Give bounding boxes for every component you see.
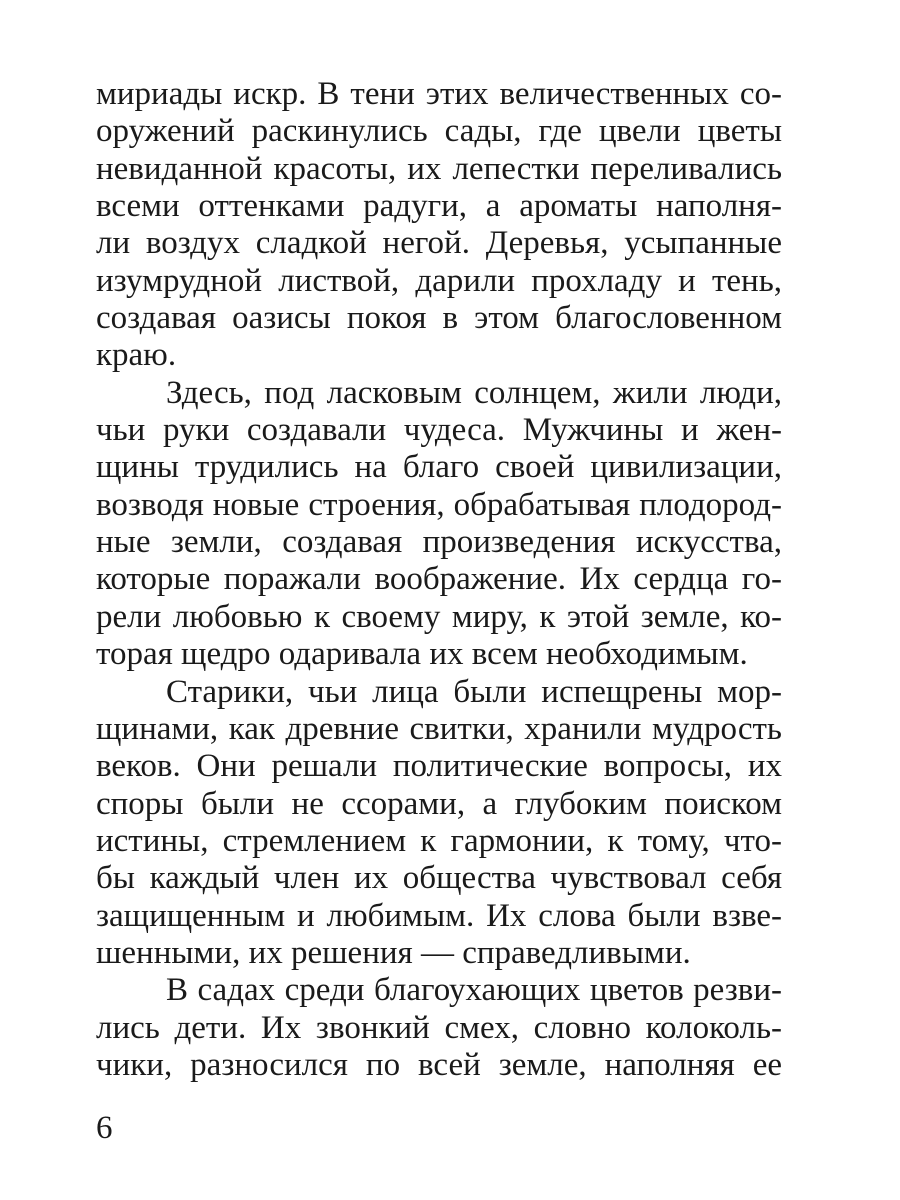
- text-line: споры были не ссорами, а глубоким поиском: [96, 785, 782, 822]
- text-line: мириады искр. В тени этих величественных со-: [96, 76, 782, 112]
- text-line: щины трудились на благо своей цивилизации,: [96, 449, 782, 486]
- paragraph: [96, 972, 782, 1084]
- text-line: изумрудной листвой, дарили прохладу и тень,: [96, 262, 782, 299]
- text-line: краю.: [96, 337, 177, 374]
- text-line: создавая оазисы покоя в этом благословенном: [96, 300, 782, 337]
- body-text: [96, 76, 782, 1084]
- page-number: 6: [96, 1110, 113, 1146]
- text-line: чики, разносился по всей земле, наполняя ее: [96, 1046, 782, 1083]
- text-line: бы каждый член их общества чувствовал себя: [96, 860, 782, 897]
- text-line: оружений раскинулись сады, где цвели цветы: [96, 113, 782, 150]
- text-line: ли воздух сладкой негой. Деревья, усыпанные: [96, 225, 782, 262]
- text-line: щинами, как древние свитки, хранили мудрость: [96, 710, 782, 747]
- text-line: ные земли, создавая произведения искусства,: [96, 524, 782, 561]
- paragraph: [96, 76, 782, 375]
- text-line: всеми оттенками радуги, а ароматы наполня-: [96, 188, 782, 225]
- text-line: возводя новые строения, обрабатывая плодород-: [96, 486, 782, 523]
- text-line: шенными, их решения — справедливыми.: [96, 934, 691, 971]
- text-line: веков. Они решали политические вопросы, их: [96, 748, 782, 785]
- paragraph: [96, 674, 782, 973]
- text-line: В садах среди благоухающих цветов резви-: [166, 972, 782, 1009]
- paragraph: [96, 375, 782, 674]
- text-line: торая щедро одаривала их всем необходимым.: [96, 636, 748, 673]
- text-line: рели любовью к своему миру, к этой земле, ко-: [96, 598, 782, 635]
- text-line: Старики, чьи лица были испещрены мор-: [166, 673, 782, 710]
- text-line: невиданной красоты, их лепестки переливались: [96, 150, 782, 187]
- text-line: чьи руки создавали чудеса. Мужчины и жен-: [96, 412, 782, 449]
- text-line: Здесь, под ласковым солнцем, жили люди,: [166, 374, 782, 411]
- text-line: защищенным и любимым. Их слова были взве-: [96, 897, 782, 934]
- text-line: которые поражали воображение. Их сердца го-: [96, 561, 782, 598]
- text-line: лись дети. Их звонкий смех, словно колоколь-: [96, 1009, 782, 1046]
- text-line: истины, стремлением к гармонии, к тому, что-: [96, 822, 782, 859]
